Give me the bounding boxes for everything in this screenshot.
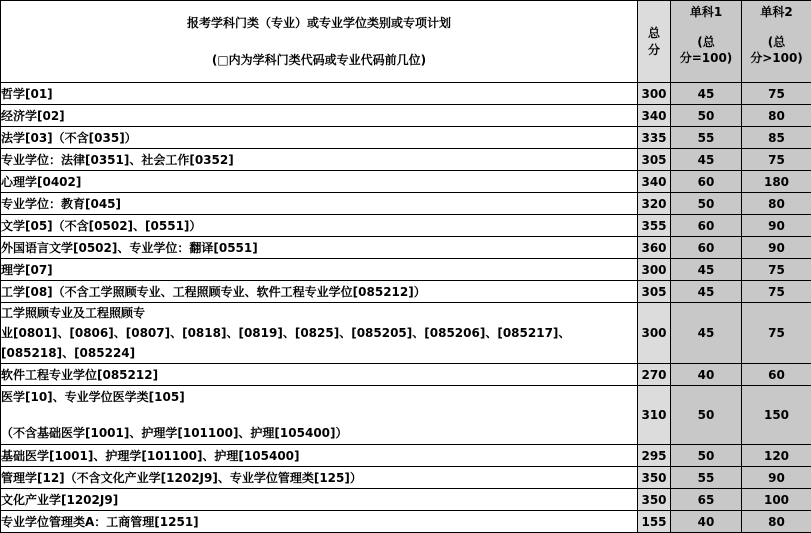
- table-row: [1, 489, 811, 511]
- row-single2: 150: [742, 386, 811, 445]
- row-total: 340: [638, 171, 671, 193]
- row-single2: 90: [742, 215, 811, 237]
- row-name: 管理学[12]（不含文化产业学[1202J9]、专业学位管理类[125]）: [1, 467, 638, 489]
- row-name-line1: 医学[10]、专业学位医学类[105]: [1, 388, 637, 406]
- row-single2: 80: [742, 193, 811, 215]
- row-name: 软件工程专业学位[085212]: [1, 364, 638, 386]
- row-single1: 60: [671, 215, 742, 237]
- row-total: 340: [638, 105, 671, 127]
- row-total: 305: [638, 281, 671, 303]
- row-total: 295: [638, 445, 671, 467]
- row-total: 350: [638, 467, 671, 489]
- table-row: [1, 193, 811, 215]
- row-total: 300: [638, 83, 671, 105]
- row-total: 155: [638, 511, 671, 533]
- row-single2: 75: [742, 149, 811, 171]
- table-row: [1, 237, 811, 259]
- row-single2: 75: [742, 83, 811, 105]
- row-single1: 60: [671, 171, 742, 193]
- header-single1-title: 单科1: [671, 1, 741, 20]
- row-total: 300: [638, 259, 671, 281]
- row-single2: 90: [742, 237, 811, 259]
- table-row: [1, 386, 811, 445]
- row-total: 300: [638, 303, 671, 364]
- table-row: [1, 259, 811, 281]
- table-row: [1, 467, 811, 489]
- header-total: 总 分: [638, 1, 671, 83]
- row-single1: 55: [671, 467, 742, 489]
- row-name: [1, 386, 638, 445]
- row-single1: 50: [671, 105, 742, 127]
- table-row: [1, 511, 811, 533]
- table-row: [1, 303, 811, 364]
- row-single2: 60: [742, 364, 811, 386]
- row-single2: 75: [742, 259, 811, 281]
- row-total: 335: [638, 127, 671, 149]
- row-single1: 65: [671, 489, 742, 511]
- row-name: [1, 303, 638, 364]
- row-single2: 80: [742, 105, 811, 127]
- header-single1: [671, 1, 742, 83]
- row-total: 305: [638, 149, 671, 171]
- header-single2-note2: 分>100): [742, 50, 811, 66]
- row-single1: 45: [671, 83, 742, 105]
- table-row: [1, 149, 811, 171]
- table-row: [1, 83, 811, 105]
- row-name: 专业学位：法律[0351]、社会工作[0352]: [1, 149, 638, 171]
- header-row: [1, 1, 811, 83]
- row-single1: 50: [671, 193, 742, 215]
- row-name: 理学[07]: [1, 259, 638, 281]
- row-name: 经济学[02]: [1, 105, 638, 127]
- table-row: [1, 445, 811, 467]
- table-row: [1, 105, 811, 127]
- row-single1: 55: [671, 127, 742, 149]
- header-category: [1, 1, 638, 83]
- row-total: 350: [638, 489, 671, 511]
- row-single1: 40: [671, 511, 742, 533]
- row-single1: 45: [671, 149, 742, 171]
- row-name-line2: 业[0801]、[0806]、[0807]、[0818]、[0819]、[0825]、[085205]、[085206]、[085217]、[085218]、[085224]: [1, 323, 637, 363]
- row-single1: 40: [671, 364, 742, 386]
- header-single2: [742, 1, 811, 83]
- header-single1-note1: (总: [671, 34, 741, 50]
- row-name: 专业学位管理类A：工商管理[1251]: [1, 511, 638, 533]
- table-row: [1, 364, 811, 386]
- row-name: 文化产业学[1202J9]: [1, 489, 638, 511]
- header-single2-title: 单科2: [742, 1, 811, 20]
- row-single2: 75: [742, 303, 811, 364]
- row-total: 320: [638, 193, 671, 215]
- header-single1-note2: 分=100): [671, 50, 741, 66]
- row-total: 310: [638, 386, 671, 445]
- row-name: 心理学[0402]: [1, 171, 638, 193]
- row-total: 270: [638, 364, 671, 386]
- row-name: 专业学位：教育[045]: [1, 193, 638, 215]
- header-category-line1: 报考学科门类（专业）或专业学位类别或专项计划: [1, 16, 637, 31]
- row-name: 法学[03]（不含[035]）: [1, 127, 638, 149]
- row-single1: 45: [671, 281, 742, 303]
- row-name-line2: （不含基础医学[1001]、护理学[101100]、护理[105400]）: [1, 424, 637, 442]
- row-total: 355: [638, 215, 671, 237]
- row-single2: 80: [742, 511, 811, 533]
- row-name-line1: 工学照顾专业及工程照顾专: [1, 303, 637, 323]
- row-single2: 75: [742, 281, 811, 303]
- header-category-line2: (□内为学科门类代码或专业代码前几位): [212, 53, 426, 67]
- row-single1: 50: [671, 445, 742, 467]
- row-single2: 90: [742, 467, 811, 489]
- row-single2: 100: [742, 489, 811, 511]
- row-name: 基础医学[1001]、护理学[101100]、护理[105400]: [1, 445, 638, 467]
- row-single2: 120: [742, 445, 811, 467]
- row-total: 360: [638, 237, 671, 259]
- row-name: 外国语言文学[0502]、专业学位：翻译[0551]: [1, 237, 638, 259]
- row-single2: 180: [742, 171, 811, 193]
- table-row: [1, 127, 811, 149]
- table-row: [1, 215, 811, 237]
- row-name: 哲学[01]: [1, 83, 638, 105]
- table-row: [1, 281, 811, 303]
- row-single1: 45: [671, 259, 742, 281]
- row-single2: 85: [742, 127, 811, 149]
- row-name: 工学[08]（不含工学照顾专业、工程照顾专业、软件工程专业学位[085212]）: [1, 281, 638, 303]
- header-single2-note1: (总: [742, 34, 811, 50]
- row-single1: 45: [671, 303, 742, 364]
- row-single1: 60: [671, 237, 742, 259]
- row-name: 文学[05]（不含[0502]、[0551]）: [1, 215, 638, 237]
- table-row: [1, 171, 811, 193]
- row-single1: 50: [671, 386, 742, 445]
